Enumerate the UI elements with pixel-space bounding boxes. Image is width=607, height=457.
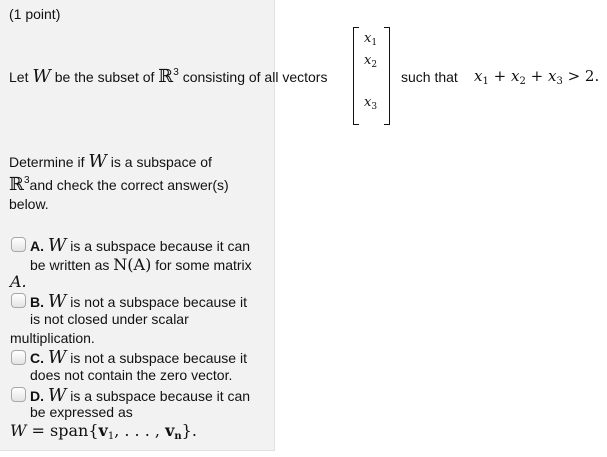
option-d-checkbox[interactable] [11,387,26,402]
determine-line-2: ℝ$^3$and check the correct answer(s) [9,174,229,195]
option-b-line-2[interactable]: is not closed under scalar [30,311,189,327]
points-label: (1 point) [9,6,61,22]
condition-inequality: $x_1 + x_2 + x_3 > 2$. [474,67,600,87]
vector-entry-2: $x_2$ [364,53,378,70]
option-b-checkbox[interactable] [11,293,26,308]
option-c-line-1[interactable]: C. W is not a subspace because it [30,347,247,368]
option-a-line-2[interactable]: be written as N(A) for some matrix [30,255,252,274]
option-d-line-2[interactable]: be expressed as [30,404,133,420]
var-w: W [32,66,51,87]
real-numbers-symbol: ℝ [158,66,174,87]
option-a-line-3: A. [10,272,27,291]
prompt-let: Let [9,69,29,85]
vector-left-bracket [353,27,359,125]
prompt-line [9,66,327,87]
prompt-be-subset: be the subset of [54,69,155,85]
option-a-line-1[interactable]: A. W is a subspace because it can [30,235,251,256]
option-c-checkbox[interactable] [11,350,26,365]
dimension: 3 [173,67,179,78]
vector-right-bracket [384,27,390,125]
determine-line-3: below. [9,196,49,212]
option-b-line-3: multiplication. [10,330,95,346]
option-d-line-1[interactable]: D. W is a subspace because it can [30,385,251,406]
determine-line-1: Determine if W is a subspace of [9,151,212,172]
option-d-line-3: W = span{v1, . . . , vn}. [10,421,197,442]
option-b-line-1[interactable]: B. W is not a subspace because it [30,291,247,312]
such-that-text: such that [401,69,458,85]
vector-entry-3: $x_3$ [364,95,378,112]
vector-entry-1: $x_1$ [364,31,378,48]
prompt-consisting: consisting of all vectors [182,69,328,85]
option-c-line-2[interactable]: does not contain the zero vector. [30,367,233,383]
option-a-checkbox[interactable] [11,237,26,252]
